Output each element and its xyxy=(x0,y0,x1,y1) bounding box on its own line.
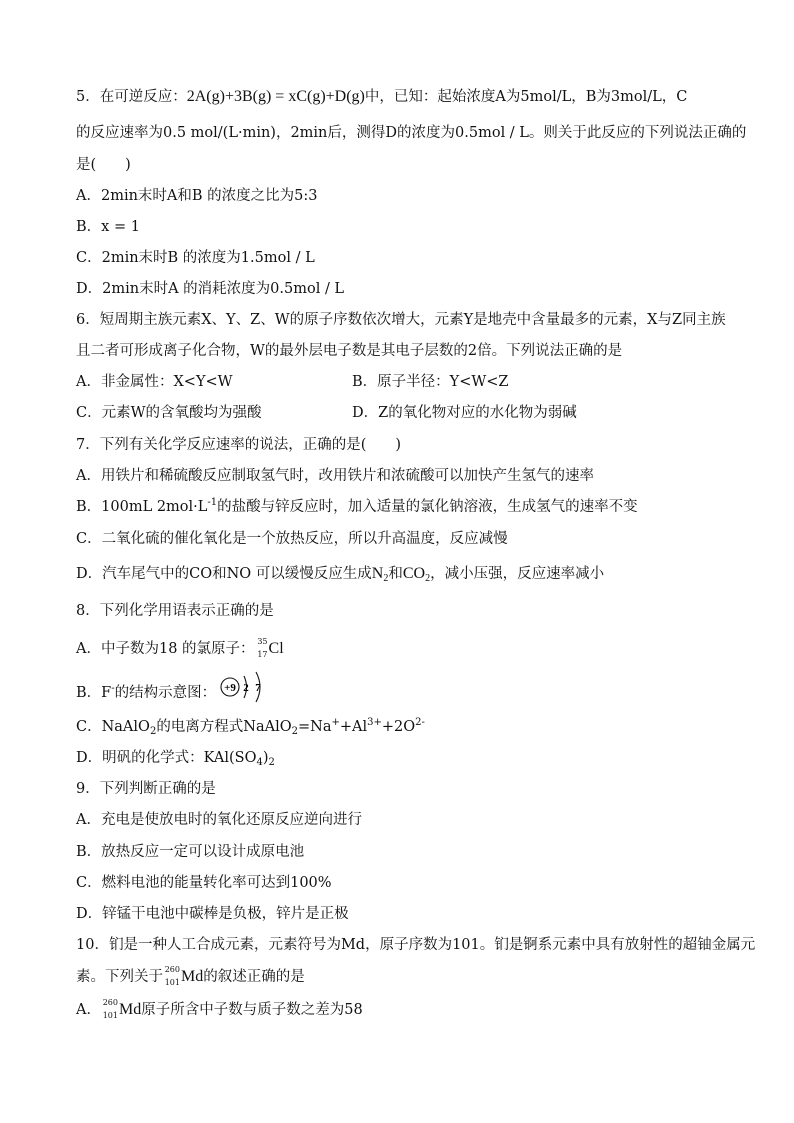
q5-stem-text: 中，已知：起始浓度A为5mol/L，B为3mol/L，C xyxy=(364,89,688,105)
q8-option-c: C．NaAlO$_2$的电离方程式$NaAlO_2=Na^++Al^{3+}+2O^{2-}$ xyxy=(76,717,425,737)
q6-option-d: D．Z的氧化物对应的水化物为弱碱 xyxy=(352,405,577,421)
q5-option-b: B．x = 1 xyxy=(76,219,140,235)
shell-1-electrons: 2 xyxy=(243,682,249,694)
q8-option-b: B．F-的结构示意图： +9 2 7 xyxy=(76,681,276,705)
q5-option-d: D．2min末时A 的消耗浓度为0.5mol / L xyxy=(76,281,345,297)
q5-option-a: A．2min末时A和B 的浓度之比为5:3 xyxy=(76,188,318,204)
q9-stem: 9．下列判断正确的是 xyxy=(76,781,216,797)
q6-option-b: B．原子半径：Y<W<Z xyxy=(352,374,509,390)
q5-option-c: C．2min末时B 的浓度为1.5mol / L xyxy=(76,250,315,266)
chlorine-nuclide-notation: 35 17 xyxy=(257,637,268,659)
q6-stem-line2: 且二者可形成离子化合物，W的最外层电子数是其电子层数的2倍。下列说法正确的是 xyxy=(76,343,623,359)
q10-option-a: A． 260 101 Md原子所含中子数与质子数之差为58 xyxy=(76,998,363,1020)
nucleus-charge: +9 xyxy=(224,682,236,694)
shell-2-electrons: 7 xyxy=(255,682,261,694)
q5-equation: 2A(g)+3B(g) = xC(g)+D(g) xyxy=(186,88,365,105)
q8-option-d: D．明矾的化学式：$KAl(SO_4)_2$ xyxy=(76,750,275,768)
q10-stem-line2: 素。下列关于 260 101 Md的叙述正确的是 xyxy=(76,965,305,987)
q9-option-a: A．充电是使放电时的氧化还原反应逆向进行 xyxy=(76,812,362,828)
q8-option-a: A．中子数为18 的氯原子： 35 17 Cl xyxy=(76,637,284,659)
q10-stem-line1: 10．钔是一种人工合成元素，元素符号为Md，原子序数为101。钔是锕系元素中具有放射性的超铀金属元 xyxy=(76,937,756,953)
q5-prefix: 5．在可逆反应： xyxy=(76,89,187,105)
q5-stem-line1 xyxy=(76,89,687,105)
mendelevium-nuclide-notation-a: 260 101 xyxy=(102,998,118,1020)
q7-stem: 7．下列有关化学反应速率的说法，正确的是( ) xyxy=(76,437,402,453)
q5-stem-line3: 是( ) xyxy=(76,157,131,173)
q7-option-a: A．用铁片和稀硫酸反应制取氢气时，改用铁片和浓硫酸可以加快产生氢气的速率 xyxy=(76,468,594,484)
q7-option-b: B．100mL $2mol\cdot L^{-1}$的盐酸与锌反应时，加入适量的氯化钠溶液，生成氢气的速率不变 xyxy=(76,497,638,515)
q7-option-c: C．二氧化硫的催化氧化是一个放热反应，所以升高温度，反应减慢 xyxy=(76,531,508,547)
q9-option-b: B．放热反应一定可以设计成原电池 xyxy=(76,844,305,860)
q8-stem: 8．下列化学用语表示正确的是 xyxy=(76,603,274,619)
mendelevium-nuclide-notation: 260 101 xyxy=(164,965,180,987)
q7-option-d: D．汽车尾气中的CO和NO 可以缓慢反应生成$N_2$和$CO_2$，减小压强，反应速率减小 xyxy=(76,565,605,584)
q9-option-d: D．锌锰干电池中碳棒是负极，锌片是正极 xyxy=(76,906,349,922)
q6-option-c: C．元素W的含氧酸均为强酸 xyxy=(76,405,262,421)
q5-stem-line2: 的反应速率为0.5 mol/(L·min)，2min后，测得D的浓度为0.5mol / L。则关于此反应的下列说法正确的 xyxy=(76,125,747,141)
q9-option-c: C．燃料电池的能量转化率可达到100% xyxy=(76,875,332,891)
q6-stem-line1: 6．短周期主族元素X、Y、Z、W的原子序数依次增大，元素Y是地壳中含量最多的元素，X与Z同主族 xyxy=(76,312,726,328)
fluoride-ion-structure-diagram xyxy=(218,669,276,705)
q6-option-a: A．非金属性：X<Y<W xyxy=(76,374,233,390)
